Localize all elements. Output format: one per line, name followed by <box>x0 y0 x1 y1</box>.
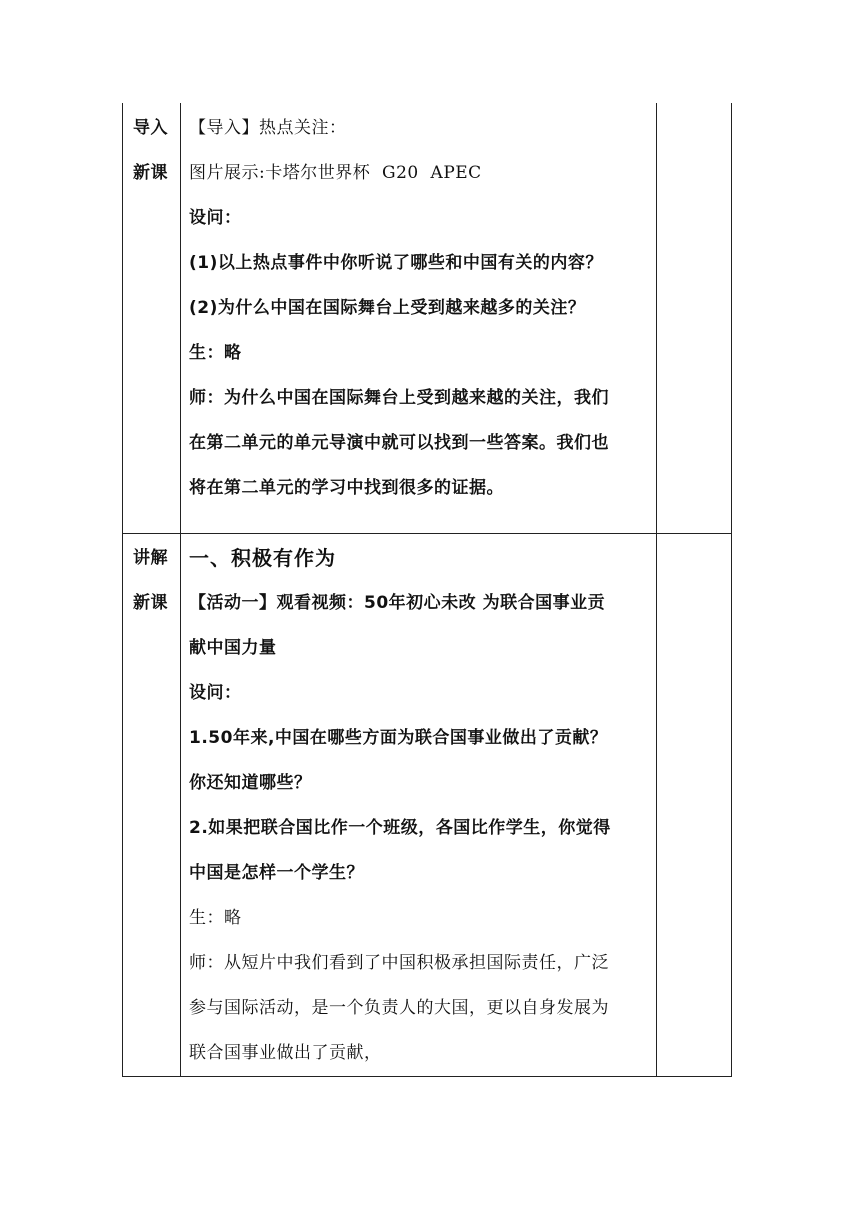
activity-teacher-line: 联合国事业做出了贡献， <box>189 1043 382 1063</box>
section-label: 导入 <box>133 118 168 138</box>
table-divider-col2 <box>656 103 657 1077</box>
intro-title: 【导入】热点关注： <box>189 118 347 138</box>
intro-question-2: (2)为什么中国在国际舞台上受到越来越多的关注？ <box>189 298 586 318</box>
lesson-heading: 一、积极有作为 <box>189 546 336 570</box>
activity-teacher-line: 参与国际活动，是一个负责人的大国，更以自身发展为 <box>189 998 609 1018</box>
table-row-divider <box>122 533 732 534</box>
table-border-right <box>731 103 732 1077</box>
activity-teacher-line: 师：从短片中我们看到了中国积极承担国际责任，广泛 <box>189 953 609 973</box>
activity-question-2-cont: 中国是怎样一个学生？ <box>189 863 364 883</box>
activity-question-1-cont: 你还知道哪些？ <box>189 773 312 793</box>
intro-student-answer: 生：略 <box>189 343 242 363</box>
intro-question-label: 设问： <box>189 208 242 228</box>
activity-student-answer: 生：略 <box>189 908 242 928</box>
table-border-bottom <box>122 1076 732 1077</box>
intro-images: 图片展示:卡塔尔世界杯 G20 APEC <box>189 163 482 183</box>
section-label: 讲解 <box>133 548 168 568</box>
section-label: 新课 <box>133 163 168 183</box>
activity-question-1: 1.50年来,中国在哪些方面为联合国事业做出了贡献？ <box>189 728 608 748</box>
intro-teacher-line: 师：为什么中国在国际舞台上受到越来越的关注，我们 <box>189 388 609 408</box>
activity-question-2: 2.如果把联合国比作一个班级，各国比作学生，你觉得 <box>189 818 611 838</box>
activity-title: 【活动一】观看视频：50年初心未改 为联合国事业贡 <box>189 593 606 613</box>
activity-question-label: 设问： <box>189 683 242 703</box>
intro-teacher-line: 将在第二单元的学习中找到很多的证据。 <box>189 478 504 498</box>
intro-teacher-line: 在第二单元的单元导演中就可以找到一些答案。我们也 <box>189 433 609 453</box>
table-divider-col1 <box>180 103 181 1077</box>
table-border-left <box>122 103 123 1077</box>
activity-title-cont: 献中国力量 <box>189 638 277 658</box>
section-label: 新课 <box>133 593 168 613</box>
intro-question-1: (1)以上热点事件中你听说了哪些和中国有关的内容？ <box>189 253 603 273</box>
